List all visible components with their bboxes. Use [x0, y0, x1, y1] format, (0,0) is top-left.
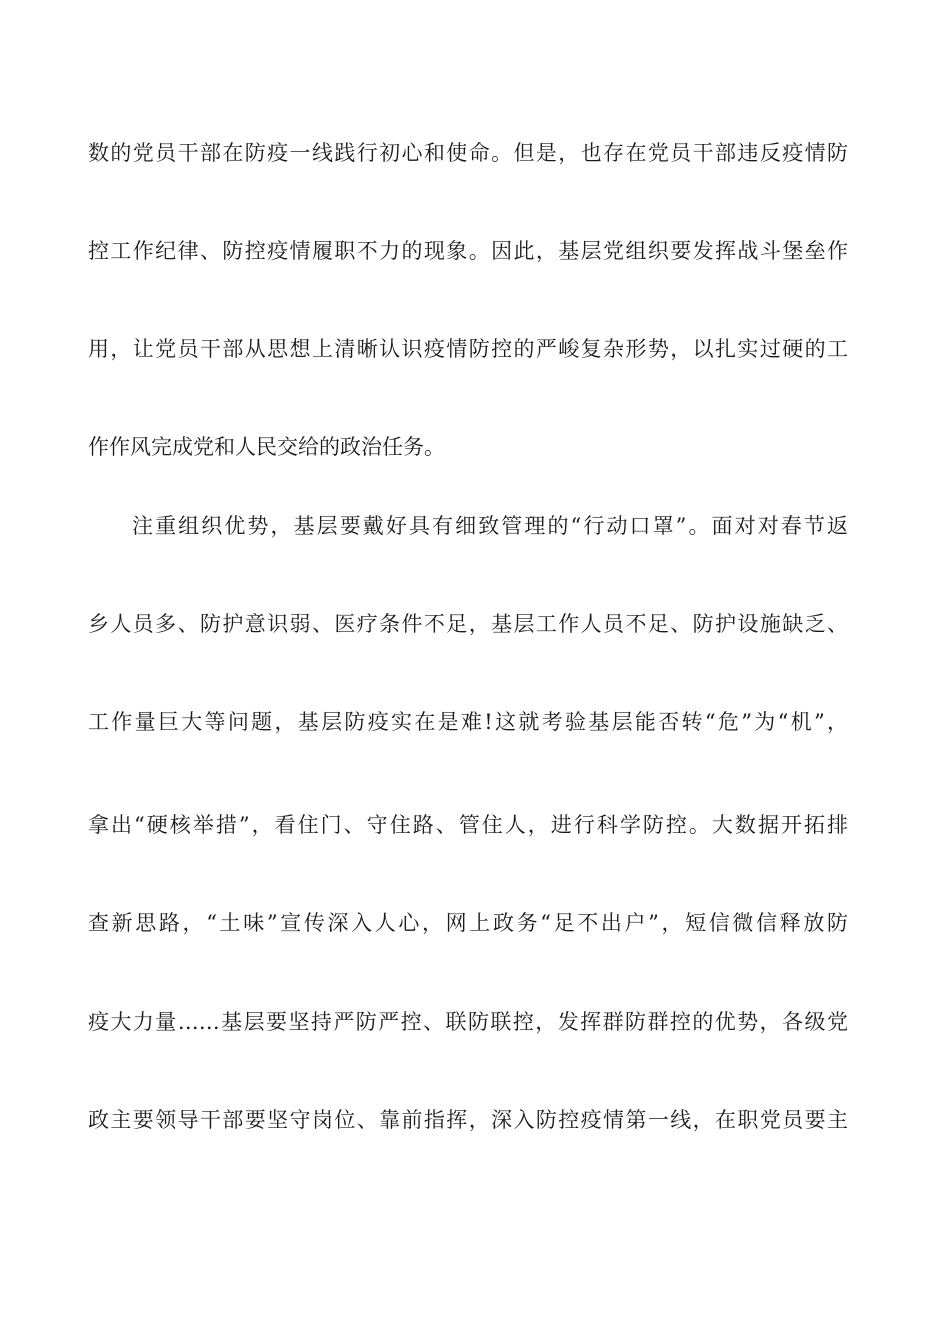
- paragraph-line: 作作风完成党和人民交给的政治任务。: [88, 435, 445, 459]
- paragraph-line: 用，让党员干部从思想上清晰认识疫情防控的严峻复杂形势，以扎实过硬的工: [88, 337, 848, 361]
- paragraph-line: 乡人员多、防护意识弱、医疗条件不足，基层工作人员不足、防护设施缺乏、: [88, 612, 848, 636]
- paragraph-line: 数的党员干部在防疫一线践行初心和使命。但是，也存在党员干部违反疫情防: [88, 141, 848, 165]
- paragraph-line: 查新思路，“土味”宣传深入人心，网上政务“足不出户”，短信微信释放防: [88, 911, 848, 935]
- paragraph-line: 工作量巨大等问题，基层防疫实在是难!这就考验基层能否转“危”为“机”，: [88, 710, 848, 734]
- paragraph-line: 疫大力量……基层要坚持严防严控、联防联控，发挥群防群控的优势，各级党: [88, 1010, 848, 1034]
- paragraph-line: 注重组织优势，基层要戴好具有细致管理的“行动口罩”。面对对春节返: [132, 514, 848, 538]
- paragraph-line: 拿出“硬核举措”，看住门、守住路、管住人，进行科学防控。大数据开拓排: [88, 813, 848, 837]
- paragraph-line: 控工作纪律、防控疫情履职不力的现象。因此，基层党组织要发挥战斗堡垒作: [88, 239, 848, 263]
- paragraph-line: 政主要领导干部要坚守岗位、靠前指挥，深入防控疫情第一线，在职党员要主: [88, 1108, 848, 1132]
